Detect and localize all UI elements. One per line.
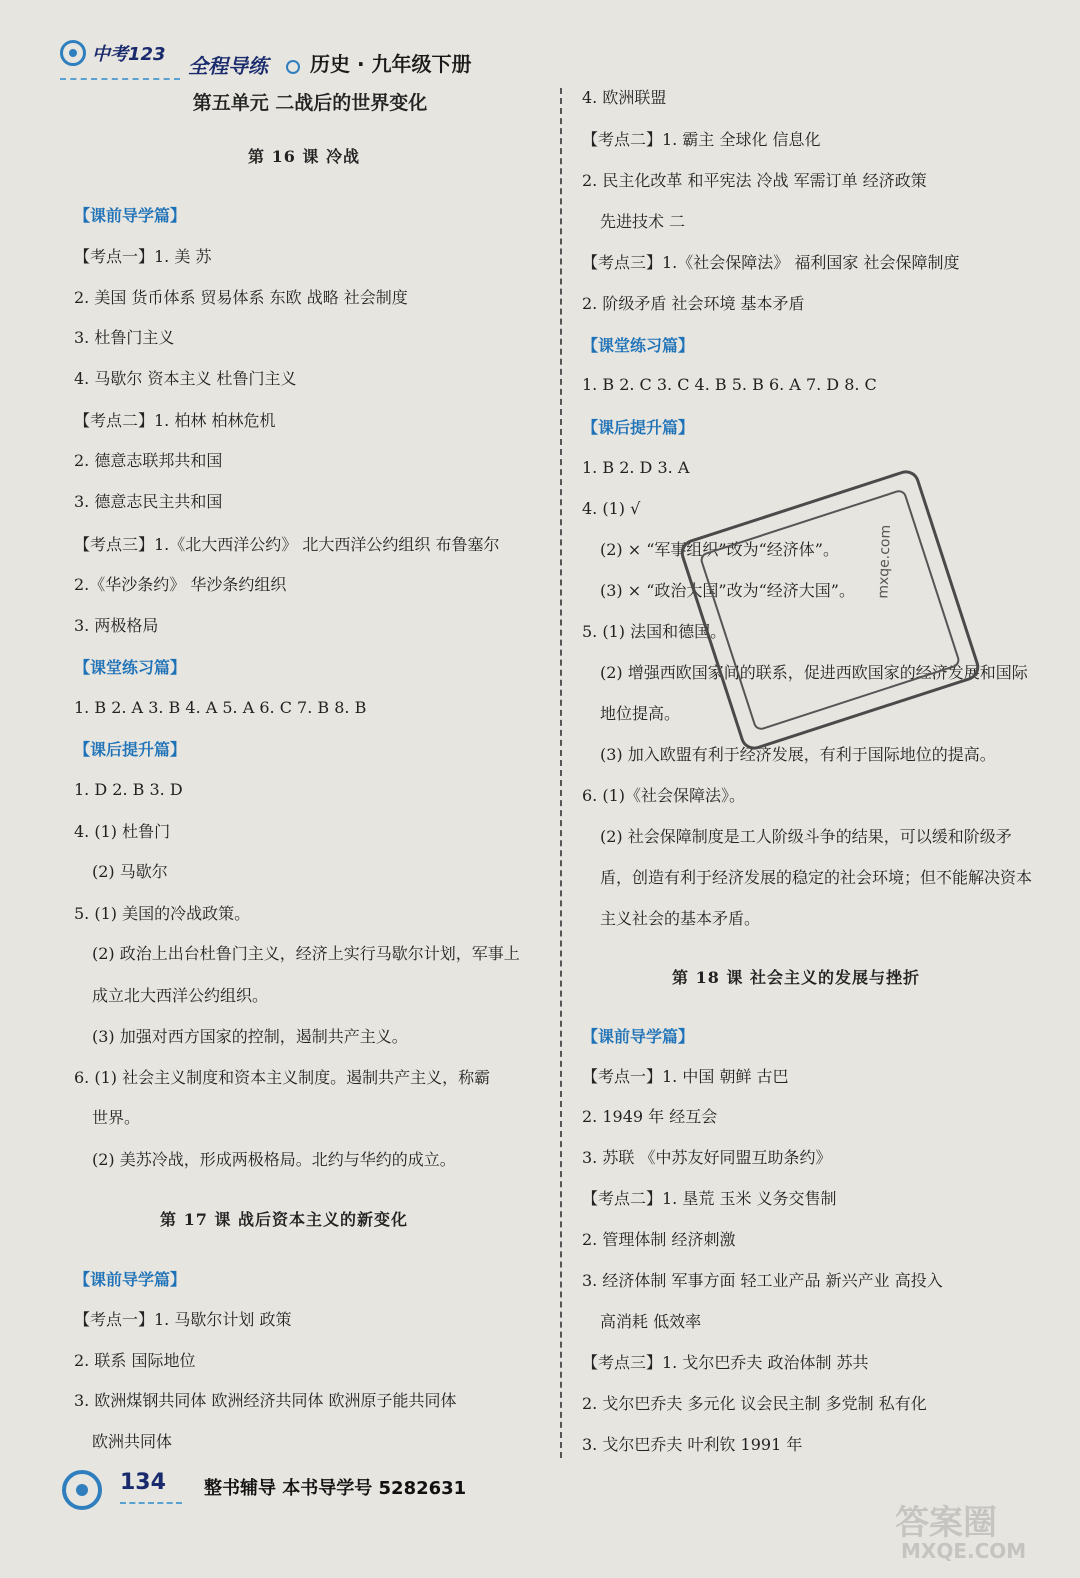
answer-line: 6. (1) 社会主义制度和资本主义制度。遏制共产主义，称霸 bbox=[74, 1068, 491, 1087]
answer-line: 3. 两极格局 bbox=[74, 616, 159, 635]
watermark-text: 答案圈 bbox=[895, 1503, 997, 1543]
answer-line: 5. (1) 法国和德国。 bbox=[582, 622, 727, 641]
answer-line: 1. B 2. C 3. C 4. B 5. B 6. A 7. D 8. C bbox=[582, 375, 877, 394]
answer-line: 【考点二】1. 垦荒 玉米 义务交售制 bbox=[582, 1189, 837, 1208]
stamp-url: mxqe.com bbox=[875, 524, 895, 599]
answer-line: (2) × “军事组织”改为“经济体”。 bbox=[600, 540, 839, 559]
lesson-title: 第 16 课 冷战 bbox=[248, 147, 360, 166]
answer-line: (3) 加强对西方国家的控制，遏制共产主义。 bbox=[92, 1027, 408, 1046]
answer-line: 【考点一】1. 中国 朝鲜 古巴 bbox=[582, 1067, 789, 1086]
answer-line: 4. 欧洲联盟 bbox=[582, 88, 667, 107]
answer-line: (2) 政治上出台杜鲁门主义，经济上实行马歇尔计划，军事上 bbox=[92, 944, 520, 963]
column-divider bbox=[560, 88, 562, 1458]
section-heading: 【课前导学篇】 bbox=[74, 1270, 187, 1289]
page-number: 134 bbox=[120, 1470, 166, 1495]
answer-line: 2. 阶级矛盾 社会环境 基本矛盾 bbox=[582, 294, 805, 313]
answer-line: 2. 管理体制 经济刺激 bbox=[582, 1230, 736, 1249]
header-underline bbox=[60, 78, 180, 80]
answer-line: 3. 苏联 《中苏友好同盟互助条约》 bbox=[582, 1148, 832, 1167]
stamp-inner-border bbox=[699, 488, 962, 732]
stamp bbox=[677, 467, 983, 753]
answer-line: (2) 社会保障制度是工人阶级斗争的结果，可以缓和阶级矛 bbox=[600, 827, 1012, 846]
answer-line: (2) 增强西欧国家间的联系，促进西欧国家的经济发展和国际 bbox=[600, 663, 1028, 682]
answer-line: 地位提高。 bbox=[600, 704, 681, 723]
answer-line: 盾，创造有利于经济发展的稳定的社会环境；但不能解决资本 bbox=[600, 868, 1033, 887]
answer-line: 【考点一】1. 马歇尔计划 政策 bbox=[74, 1310, 292, 1329]
footer bbox=[62, 1466, 602, 1516]
answer-line: 2. 美国 货币体系 贸易体系 东欧 战略 社会制度 bbox=[74, 288, 408, 307]
header bbox=[60, 40, 540, 80]
answer-line: 先进技术 二 bbox=[600, 212, 686, 231]
section-heading: 【课前导学篇】 bbox=[582, 1027, 695, 1046]
answer-line: 成立北大西洋公约组织。 bbox=[92, 986, 269, 1005]
section-heading: 【课后提升篇】 bbox=[74, 740, 187, 759]
section-heading: 【课堂练习篇】 bbox=[74, 658, 187, 677]
brand-circle-icon bbox=[60, 40, 86, 66]
section-heading: 【课前导学篇】 bbox=[74, 206, 187, 225]
answer-line: 4. (1) √ bbox=[582, 499, 641, 518]
footer-underline bbox=[120, 1502, 182, 1504]
watermark-url: MXQE.COM bbox=[901, 1539, 1027, 1563]
watermark bbox=[895, 1495, 1065, 1570]
answer-line: (2) 美苏冷战，形成两极格局。北约与华约的成立。 bbox=[92, 1150, 456, 1169]
answer-line: 1. B 2. A 3. B 4. A 5. A 6. C 7. B 8. B bbox=[74, 698, 367, 717]
answer-line: 主义社会的基本矛盾。 bbox=[600, 909, 761, 928]
answer-line: (3) × “政治大国”改为“经济大国”。 bbox=[600, 581, 855, 600]
answer-line: 【考点一】1. 美 苏 bbox=[74, 247, 212, 266]
answer-line: 5. (1) 美国的冷战政策。 bbox=[74, 904, 251, 923]
brand-logo bbox=[60, 40, 166, 66]
answer-line: 2. 戈尔巴乔夫 多元化 议会民主制 多党制 私有化 bbox=[582, 1394, 927, 1413]
answer-line: 3. 欧洲煤钢共同体 欧洲经济共同体 欧洲原子能共同体 bbox=[74, 1391, 457, 1410]
answer-line: 2. 1949 年 经互会 bbox=[582, 1107, 718, 1126]
answer-line: 3. 德意志民主共和国 bbox=[74, 492, 223, 511]
answer-line: 2.《华沙条约》 华沙条约组织 bbox=[74, 575, 287, 594]
unit-title: 第五单元 二战后的世界变化 bbox=[192, 92, 428, 114]
answer-line: 2. 民主化改革 和平宪法 冷战 军需订单 经济政策 bbox=[582, 171, 927, 190]
footer-text: 整书辅导 本书导学号 5282631 bbox=[204, 1478, 467, 1499]
series-name: 全程导练 bbox=[188, 54, 268, 78]
answer-line: 1. B 2. D 3. A bbox=[582, 458, 690, 477]
subject-title: 历史 · 九年级下册 bbox=[310, 52, 472, 76]
answer-line: 欧洲共同体 bbox=[92, 1432, 173, 1451]
answer-line: 【考点三】1. 戈尔巴乔夫 政治体制 苏共 bbox=[582, 1353, 869, 1372]
answer-line: 3. 杜鲁门主义 bbox=[74, 328, 175, 347]
decorative-circle-icon bbox=[286, 60, 300, 74]
answer-line: 【考点二】1. 霸主 全球化 信息化 bbox=[582, 130, 821, 149]
section-heading: 【课后提升篇】 bbox=[582, 418, 695, 437]
answer-line: 【考点三】1.《北大西洋公约》 北大西洋公约组织 布鲁塞尔 bbox=[74, 535, 500, 554]
answer-line: (2) 马歇尔 bbox=[92, 862, 168, 881]
answer-line: 4. (1) 杜鲁门 bbox=[74, 822, 171, 841]
answer-line: 4. 马歇尔 资本主义 杜鲁门主义 bbox=[74, 369, 297, 388]
answer-line: 3. 戈尔巴乔夫 叶利钦 1991 年 bbox=[582, 1435, 803, 1454]
answer-line: 1. D 2. B 3. D bbox=[74, 780, 183, 799]
answer-line: 3. 经济体制 军事方面 轻工业产品 新兴产业 高投入 bbox=[582, 1271, 943, 1290]
answer-line: 世界。 bbox=[92, 1108, 141, 1127]
page-circle-icon bbox=[62, 1470, 102, 1510]
answer-line: 2. 联系 国际地位 bbox=[74, 1351, 196, 1370]
answer-line: 2. 德意志联邦共和国 bbox=[74, 451, 223, 470]
brand-name: 中考123 bbox=[92, 44, 166, 65]
answer-line: (3) 加入欧盟有利于经济发展，有利于国际地位的提高。 bbox=[600, 745, 996, 764]
lesson-title: 第 18 课 社会主义的发展与挫折 bbox=[672, 968, 920, 987]
answer-line: 6. (1)《社会保障法》。 bbox=[582, 786, 746, 805]
answer-line: 【考点二】1. 柏林 柏林危机 bbox=[74, 411, 276, 430]
lesson-title: 第 17 课 战后资本主义的新变化 bbox=[160, 1210, 408, 1229]
section-heading: 【课堂练习篇】 bbox=[582, 336, 695, 355]
answer-line: 高消耗 低效率 bbox=[600, 1312, 702, 1331]
answer-line: 【考点三】1.《社会保障法》 福利国家 社会保障制度 bbox=[582, 253, 960, 272]
